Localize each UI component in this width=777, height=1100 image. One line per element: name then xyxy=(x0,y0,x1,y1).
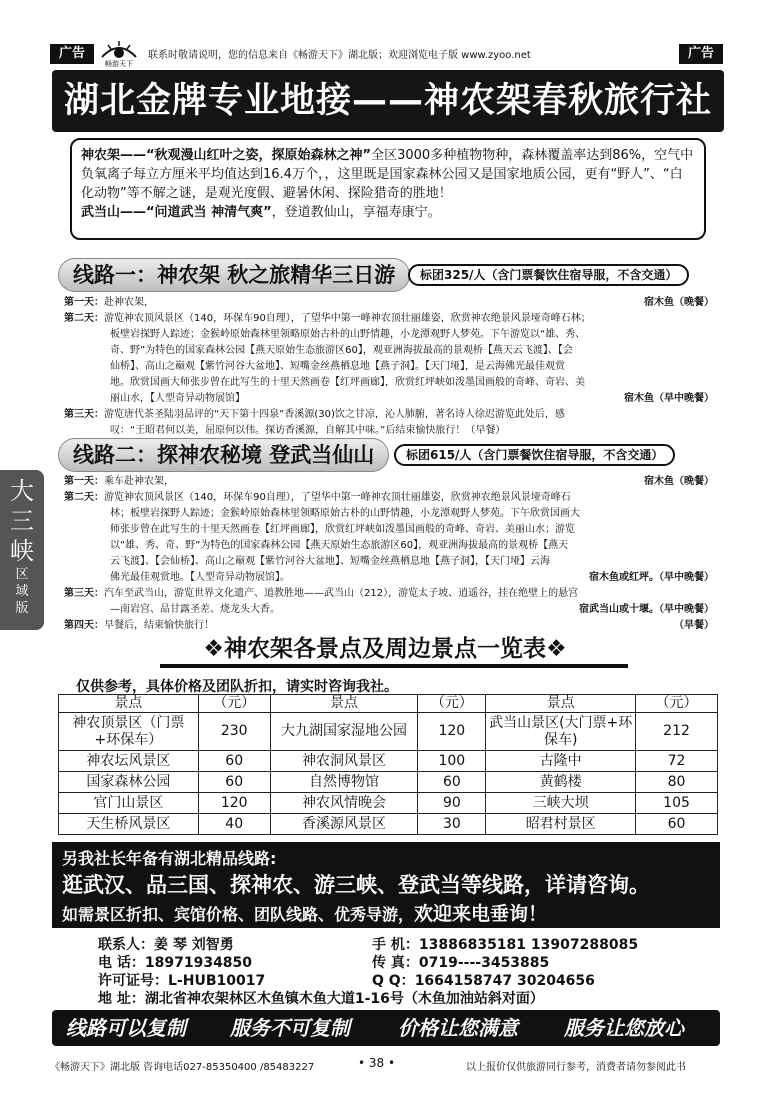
route2-day-lodging: 宿武当山或十堰。（早中晚餐） xyxy=(579,604,714,615)
intro-wd-text: ，登道教仙山，享福寿康宁。 xyxy=(271,205,441,220)
table-cell-price: 72 xyxy=(636,751,718,772)
slogan-bar xyxy=(52,1010,720,1046)
route2-day-text: 乘车赴神农架， xyxy=(104,476,174,487)
contact-tel-label: 电 话： xyxy=(98,955,145,971)
route2-day-label: 第三天： xyxy=(64,588,104,599)
table-cell-price: 105 xyxy=(636,793,718,814)
promo-line-1: 另我社长年备有湖北精品线路: xyxy=(62,849,277,868)
contact-address-value: 湖北省神农架林区木鱼镇木鱼大道1-16号（木鱼加油站斜对面） xyxy=(144,991,544,1007)
route1-day-lodging: 宿木鱼（早中晚餐） xyxy=(624,393,714,404)
table-cell-attraction: 国家森林公园 xyxy=(59,772,199,793)
intro-box xyxy=(70,138,706,240)
table-cell-attraction: 古隆中 xyxy=(486,751,636,772)
table-cell-price: 30 xyxy=(418,814,486,835)
route2-day-text: —南岩宫、品甘露圣差、烧龙头大香。 xyxy=(110,604,280,615)
contact-license-label: 许可证号： xyxy=(98,973,168,989)
contact-fax xyxy=(372,952,549,972)
route1-day-line xyxy=(64,343,714,359)
table-cell-price: 60 xyxy=(198,751,270,772)
table-header-cell: 景点 xyxy=(59,695,199,713)
side-tab xyxy=(0,470,44,630)
route2-day-lodging: 宿木鱼（晚餐） xyxy=(644,476,714,487)
route1-day-line xyxy=(64,327,714,343)
table-note: 仅供参考，具体价格及团队折扣，请实时咨询我社。 xyxy=(76,679,398,695)
route1-day-text: 板壁岩探野人踪迹；金猴岭原始森林里领略原始古朴的山野情趣，小龙潭观野人梦苑。下午游览以“雄、秀、 xyxy=(110,329,586,340)
route1-day-text: 仙桥】、高山之巅观【紫竹河谷大盆地】、短嘴金丝燕栖息地【燕子洞】。【天门垭】，是云海佛光最佳观赏 xyxy=(110,361,565,372)
table-cell-price: 120 xyxy=(198,793,270,814)
route1-price: 标团325/人（含门票餐饮住宿导服，不含交通） xyxy=(408,264,689,286)
route2-day-line xyxy=(64,602,714,618)
route1-title: 线路一：神农架 秋之旅精华三日游 xyxy=(58,258,410,292)
side-tab-region-2: 域 xyxy=(15,584,29,599)
route1-day-text: 地。欣赏国画大师张步曾在此写生的十里天然画卷【红坪画廊】，欣赏红坪峡如泼墨国画般的奇峰、奇岩、美 xyxy=(110,377,585,388)
table-cell-attraction: 官门山景区 xyxy=(59,793,199,814)
contact-mobile-value: 13886835181 13907288085 xyxy=(418,937,639,953)
table-cell-price: 80 xyxy=(636,772,718,793)
ad-tag-left: 广告 xyxy=(50,44,94,64)
table-row xyxy=(59,814,718,835)
scenic-price-table xyxy=(58,694,718,835)
table-row xyxy=(59,751,718,772)
title-banner: 湖北金牌专业地接——神农架春秋旅行社 xyxy=(52,70,724,132)
route2-day-label: 第二天： xyxy=(64,492,104,503)
contact-person-value: 姜 琴 刘智勇 xyxy=(154,937,234,953)
contact-tel-value: 18971934850 xyxy=(144,955,253,971)
route1-day-line xyxy=(64,295,714,311)
table-cell-attraction: 神农洞风景区 xyxy=(270,751,418,772)
route1-day-label: 第三天： xyxy=(64,409,104,420)
route1-day-label: 第一天： xyxy=(64,297,104,308)
table-cell-price: 100 xyxy=(418,751,486,772)
promo-box xyxy=(52,842,720,928)
route2-day-line xyxy=(64,586,714,602)
contact-fax-label: 传 真： xyxy=(372,955,419,971)
table-cell-price: 60 xyxy=(418,772,486,793)
table-cell-price: 60 xyxy=(636,814,718,835)
route2-day-lodging: （早餐） xyxy=(674,620,714,631)
route1-day-text: 奇、野”为特色的国家森林公园【燕天原始生态旅游区60】，观亚洲海拔最高的景观桥【燕天云飞渡】、【会 xyxy=(110,345,573,356)
route1-day-line xyxy=(64,375,714,391)
route2-day-line xyxy=(64,570,714,586)
table-cell-attraction: 神农风情晚会 xyxy=(270,793,418,814)
table-row xyxy=(59,713,718,751)
table-header-cell: （元） xyxy=(198,695,270,713)
table-row xyxy=(59,793,718,814)
route2-day-text: 师张步曾在此写生的十里天然画卷【红坪画廊】，欣赏红坪峡如泼墨国画般的奇峰、奇岩、美丽山水；游览 xyxy=(110,524,575,535)
table-cell-price: 90 xyxy=(418,793,486,814)
table-header-cell: （元） xyxy=(418,695,486,713)
table-cell-price: 40 xyxy=(198,814,270,835)
route2-header xyxy=(58,438,720,472)
route2-day-text: 早餐后，结束愉快旅行！ xyxy=(104,620,214,631)
side-tab-region-3: 版 xyxy=(15,601,29,616)
contact-address xyxy=(98,988,544,1008)
route2-day-label: 第一天： xyxy=(64,476,104,487)
table-cell-attraction: 大九湖国家湿地公园 xyxy=(270,713,418,751)
contact-tel xyxy=(98,952,252,972)
contact-mobile xyxy=(372,934,638,954)
route2-day-line xyxy=(64,522,714,538)
route1-day-text: 赴神农架， xyxy=(104,297,154,308)
contact-fax-value: 0719----3453885 xyxy=(418,955,550,971)
promo-line-3b: 欢迎来电垂询！ xyxy=(414,903,548,925)
route1-day-line xyxy=(64,407,714,423)
promo-line-3a: 如需景区折扣、宾馆价格、团队线路、优秀导游， xyxy=(62,905,415,924)
table-title: ❖神农架各景点及周边景点一览表❖ xyxy=(203,636,567,662)
intro-wd-quote: “问道武当 神清气爽” xyxy=(146,205,272,220)
side-tab-char-2: 三 xyxy=(10,507,34,535)
table-cell-attraction: 武当山景区(大门票+环保车) xyxy=(486,713,636,751)
table-cell-attraction: 神农坛风景区 xyxy=(59,751,199,772)
route1-day-line xyxy=(64,311,714,327)
table-cell-attraction: 自然博物馆 xyxy=(270,772,418,793)
footer-left: 《畅游天下》湖北版 咨询电话027-85350400 /85483227 xyxy=(50,1062,315,1073)
footer-right: 以上报价仅供旅游同行参考，消费者请勿参阅此书 xyxy=(466,1062,686,1073)
route1-day-text: 游览唐代茶圣陆羽品评的“天下第十四泉”香溪源(30)饮之甘凉，沁人肺腑，著名诗人徐迟游览此处后，感 xyxy=(104,409,565,420)
route1-day-line xyxy=(64,423,714,439)
logo-text: 畅游天下 xyxy=(105,60,133,67)
contact-address-label: 地 址： xyxy=(98,991,145,1007)
contact-qq-label: Q Q： xyxy=(372,973,415,989)
table-cell-price: 60 xyxy=(198,772,270,793)
table-cell-attraction: 黄鹤楼 xyxy=(486,772,636,793)
route1-day-line xyxy=(64,391,714,407)
route2-day-label: 第四天： xyxy=(64,620,104,631)
table-cell-attraction: 香溪源风景区 xyxy=(270,814,418,835)
table-row xyxy=(59,772,718,793)
route1-day-label: 第二天： xyxy=(64,313,104,324)
slogan-4: 服务让您放心 xyxy=(564,1016,684,1040)
route2-day-line xyxy=(64,474,714,490)
side-tab-char-1: 大 xyxy=(10,477,34,505)
table-title-rule xyxy=(160,664,628,668)
table-cell-attraction: 三峡大坝 xyxy=(486,793,636,814)
contact-mobile-label: 手 机： xyxy=(372,937,419,953)
table-header-cell: 景点 xyxy=(270,695,418,713)
route2-day-line xyxy=(64,506,714,522)
contact-qq xyxy=(372,970,595,990)
route2-day-line xyxy=(64,490,714,506)
contact-license xyxy=(98,970,265,990)
route1-day-text: 游览神农顶风景区（140，环保车90自理），了望华中第一峰神农顶壮丽雄姿，欣赏神农绝景风景垭奇峰石林； xyxy=(104,313,591,324)
table-header-cell: （元） xyxy=(636,695,718,713)
route2-day-text: 汽车至武当山，游览世界文化遗产、道教胜地——武当山（212），游览太子坡、逍遥谷，挂在绝壁上的悬宫 xyxy=(104,588,579,599)
intro-sn-text: 全区3000多种植物物种，森林覆盖率达到86%，空气中负氧离子每立方厘米平均值达到16.4万个，，这里既是国家森林公园又是国家地质公园，更有“野人”、“白化动物”等不解之谜，是观光度假、避暑休闲、探险猎奇的胜地！ xyxy=(81,148,694,201)
route2-day-text: 佛光最佳观赏地。【人型奇异动物展馆】。 xyxy=(110,572,290,583)
route1-header xyxy=(58,258,720,292)
route1-day-lodging: 宿木鱼（晚餐） xyxy=(644,297,714,308)
table-cell-attraction: 天生桥风景区 xyxy=(59,814,199,835)
table-cell-price: 120 xyxy=(418,713,486,751)
intro-sn-name: 神农架—— xyxy=(81,148,147,163)
intro-wd-name: 武当山—— xyxy=(81,205,147,220)
table-cell-price: 212 xyxy=(636,713,718,751)
table-header-cell: 景点 xyxy=(486,695,636,713)
route2-day-lodging: 宿木鱼或红坪。（早中晚餐） xyxy=(589,572,714,583)
route1-day-text: 叹：“王昭君何以美，屈原何以伟。探访香溪源，自解其中味。”后结束愉快旅行！（早餐） xyxy=(110,425,506,436)
promo-line-2: 逛武汉、品三国、探神农、游三峡、登武当等线路，详请咨询。 xyxy=(62,873,650,897)
route2-day-text: 云飞渡】、【会仙桥】、高山之巅观【紫竹河谷大盆地】、短嘴金丝燕栖息地【燕子洞】，【天门垭】云海 xyxy=(110,556,550,567)
table-cell-attraction: 神农顶景区（门票+环保车） xyxy=(59,713,199,751)
logo-icon xyxy=(98,37,140,67)
contact-person xyxy=(98,934,234,954)
footer-page-number: • 38 • xyxy=(358,1056,396,1070)
route2-title: 线路二：探神农秘境 登武当仙山 xyxy=(58,438,389,472)
side-tab-region-1: 区 xyxy=(15,567,29,582)
table-cell-price: 230 xyxy=(198,713,270,751)
route2-day-text: 林；板壁岩探野人踪迹；金猴岭原始森林里领略原始古朴的山野情趣，小龙潭观野人梦苑。下午欣赏国画大 xyxy=(110,508,580,519)
route2-price: 标团615/人（含门票餐饮住宿导服，不含交通） xyxy=(394,444,675,466)
contact-person-label: 联系人： xyxy=(98,937,154,953)
slogan-2: 服务不可复制 xyxy=(230,1016,350,1040)
route2-day-line xyxy=(64,538,714,554)
slogan-3: 价格让您满意 xyxy=(398,1016,518,1040)
slogan-1: 线路可以复制 xyxy=(66,1016,186,1040)
route2-day-text: 游览神农顶风景区（140，环保车90自理），了望华中第一峰神农顶壮丽雄姿，欣赏神农绝景风景垭奇峰石 xyxy=(104,492,571,503)
contact-qq-value: 1664158747 30204656 xyxy=(414,973,595,989)
header-note: 联系时敬请说明，您的信息来自《畅游天下》湖北版；欢迎浏览电子版 www.zyoo.net xyxy=(148,50,531,61)
side-tab-char-3: 峡 xyxy=(10,537,34,565)
intro-sn-quote: “秋观漫山红叶之姿，探原始森林之神” xyxy=(146,148,372,163)
ad-tag-right: 广告 xyxy=(679,44,723,64)
contact-license-value: L-HUB10017 xyxy=(168,973,266,989)
route2-day-line xyxy=(64,554,714,570)
promo-line-3 xyxy=(62,899,547,926)
route2-day-text: 以“雄、秀、奇、野”为特色的国家森林公园【燕天原始生态旅游区60】，观亚洲海拔最高的景观桥【燕天 xyxy=(110,540,569,551)
route1-day-text: 丽山水，【人型奇异动物展馆】 xyxy=(110,393,245,404)
route1-day-line xyxy=(64,359,714,375)
table-cell-attraction: 昭君村景区 xyxy=(486,814,636,835)
